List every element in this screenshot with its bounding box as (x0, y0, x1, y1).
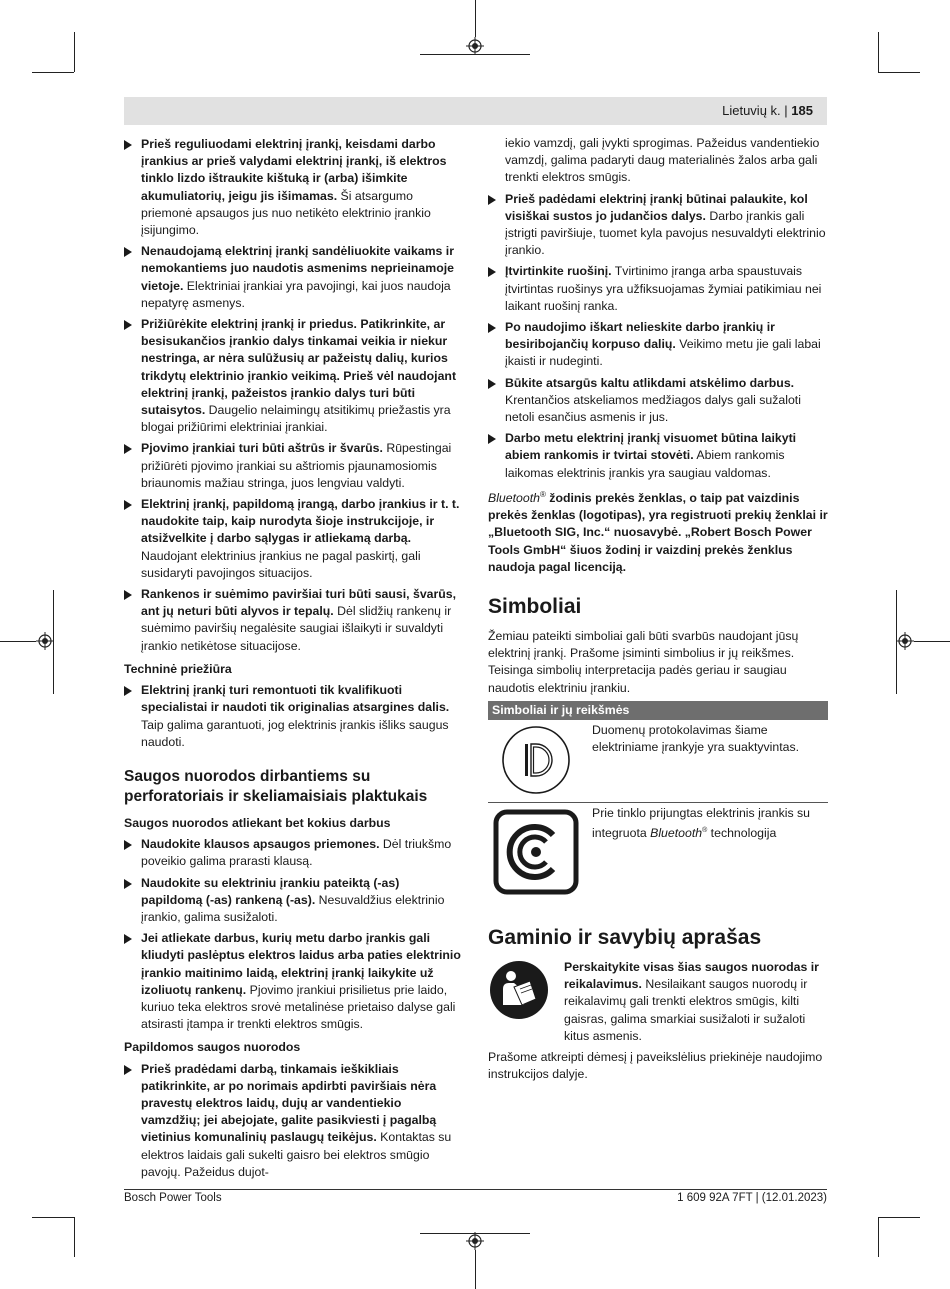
list-item (488, 263, 828, 315)
item-bold: Naudokite su elektriniu įrankiu pateiktą (-as) papildomą (-as) rankeną (-as). (141, 875, 400, 907)
connectivity-icon (488, 809, 584, 895)
section-subheading: Saugos nuorodos atliekant bet kokius darbus (124, 815, 391, 830)
item-bold: Pjovimo įrankiai turi būti aštrūs ir švarūs. (141, 441, 383, 456)
item-text: Rūpestingai prižiūrėti pjovimo įrankiai su aštriomis pjaunamosiomis briaunomis mažiau stringa, juos lengviau valdyti. (141, 441, 452, 490)
symbol-text-b: technologija (707, 826, 777, 841)
crop-mark (878, 1217, 879, 1257)
bullet-triangle-icon (124, 247, 132, 257)
crop-mark (878, 72, 920, 73)
item-text: Naudojant elektrinius įrankius ne pagal paskirtį, gali susidaryti pavojingos situacijos. (141, 548, 421, 580)
item-bold: Darbo metu elektrinį įrankį visuomet būtina laikyti abiem rankomis ir tvirtai stovėti. (505, 431, 797, 463)
crop-mark (878, 1217, 920, 1218)
read-manual-text (564, 959, 828, 1045)
list-item (124, 682, 462, 751)
item-text: Elektriniai įrankiai yra pavojingi, kai juos naudoja nepatyrę asmenys. (141, 278, 451, 310)
list-item (124, 136, 462, 239)
item-text: Dėl slidžių rankenų ir suėmimo paviršių negalėsite saugiai išlaikyti ir suvaldyti įrankio netikėtose situacijose. (141, 604, 452, 653)
symbol-text-a: Prie tinklo prijungtas elektrinis įrankis su integruota (592, 805, 811, 841)
page-header (124, 97, 827, 125)
figures-note: Prašome atkreipti dėmesį į paveikslėlius priekinėje naudojimo instrukcijos dalyje. (488, 1050, 823, 1082)
item-text: Krentančios atskeliamos medžiagos dalys gali sužaloti netoli esančius asmenis ir jus. (505, 392, 801, 425)
item-text: Abiem rankomis laikomas elektrinis įrankis yra saugiau valdomas. (505, 448, 785, 480)
item-text: Nesuvaldžius elektrinio įrankio, galima susižaloti. (141, 892, 445, 924)
bullet-triangle-icon (488, 267, 496, 277)
bluetooth-italic: Bluetooth (650, 826, 703, 841)
footer-brand: Bosch Power Tools (124, 1192, 222, 1204)
bullet-triangle-icon (124, 444, 132, 454)
crop-mark (0, 641, 36, 642)
section-subheading: Papildomos saugos nuorodos (124, 1040, 301, 1055)
symbols-table-header: Simboliai ir jų reikšmės (488, 701, 828, 720)
crop-mark (53, 590, 54, 694)
item-bold: Prieš reguliuodami elektrinį įrankį, keisdami darbo įrankius ar prieš valydami elektrinį įrankį, iš elektros tinklo lizdo ištraukite kištuką ir (arba) išimkite akumuliatorių, jeigu jis išimamas. (141, 137, 447, 203)
item-text: Pjovimo įrankiui prisilietus prie laido, kuriuo teka elektros srovė metalinėse prietaiso dalyse gali atsirasti įtampa ir trenkti elektros smūgis. (141, 982, 456, 1032)
symbols-intro: Žemiau pateikti simboliai gali būti svarbūs naudojant jūsų elektrinį įrankį. Prašome įsiminti simbolius ir jų reikšmes. Teisinga simbolių interpretacija padės geriau ir saugiau naudotis elektriniu įrankiu. (488, 628, 799, 695)
item-bold: Elektrinį įrankį, papildomą įrangą, darbo įrankius ir t. t. naudokite taip, kaip nurodyta šioje instrukcijoje, ir atsižvelkite į darbo sąlygas ir atliekamą darbą. (141, 497, 460, 546)
item-text: Tvirtinimo įranga arba spaustuvais įtvirtintas ruošinys yra užfiksuojamas žymiai patikimiau nei laikant ruošinį ranka. (505, 264, 822, 313)
item-bold: Naudokite klausos apsaugos priemones. (141, 837, 380, 852)
item-text: Daugelio nelaimingų atsitikimų priežastis yra blogai prižiūrimi elektriniai įrankiai. (141, 403, 451, 435)
item-text: Ši atsargumo priemonė apsaugos jus nuo netikėto elektrinio įrankio įsijungimo. (141, 188, 431, 238)
item-text: Dėl triukšmo poveikio galima prarasti klausą. (141, 837, 452, 869)
bullet-triangle-icon (488, 195, 496, 205)
crop-mark (896, 590, 897, 694)
list-item (124, 316, 462, 436)
crop-mark (32, 1217, 74, 1218)
crop-mark (420, 54, 530, 55)
crop-mark (74, 1217, 75, 1257)
item-bold: Prieš pradėdami darbą, tinkamais ieškikliais patikrinkite, ar po norimais apdirbti paviršiais nėra pravestų elektros laidų, dujų ar vandentiekio vamzdžių; jei abejojate, galite pasikviesti į pagalbą vietinius komunalinių paslaugų teikėjus. (141, 1061, 437, 1145)
bullet-triangle-icon (488, 323, 496, 333)
item-bold: Prižiūrėkite elektrinį įrankį ir priedus. Patikrinkite, ar besisukančios įrankio dalys tinkamai veikia ir niekur nestringa, ar nėra sulūžusių ar pažeistų dalių, kurios trikdytų elektrinio įrankio veikimą. Prieš vėl naudojant elektrinį įrankį, pažeistos įrankio dalys turi būti sutaisytos. (141, 317, 457, 418)
page-number: 185 (791, 103, 813, 118)
bullet-triangle-icon (124, 320, 132, 330)
item-text: Kontaktas su elektros laidais gali sukelti gaisro bei elektros smūgio pavojų. Pažeidus dujot- (141, 1130, 452, 1179)
header-separator: | (784, 103, 788, 118)
symbol-row (488, 803, 828, 907)
list-item (124, 875, 462, 927)
bullet-triangle-icon (124, 140, 132, 150)
left-column (124, 136, 462, 1185)
registered-mark: ® (539, 489, 546, 499)
crop-mark (475, 1250, 476, 1289)
item-bold: Elektrinį įrankį turi remontuoti tik kvalifikuoti specialistai ir naudoti tik originalias atsargines dalis. (141, 683, 450, 715)
warning-bold: Perskaitykite visas šias saugos nuorodas ir reikalavimus. (564, 959, 819, 992)
symbol-description: Duomenų protokolavimas šiame elektriniame įrankyje yra suaktyvintas. (592, 722, 800, 755)
header-language: Lietuvių k. (722, 103, 781, 118)
symbol-description (592, 803, 828, 843)
bullet-triangle-icon (124, 879, 132, 889)
list-item (488, 430, 828, 482)
item-bold: Prieš padėdami elektrinį įrankį būtinai palaukite, kol visiškai sustos jo judančios dalys. (505, 191, 808, 223)
bullet-triangle-icon (124, 840, 132, 850)
section-subheading: Techninė priežiūra (124, 661, 232, 676)
bullet-triangle-icon (124, 934, 132, 944)
list-item (124, 243, 462, 312)
right-column (488, 135, 828, 1087)
item-bold: Jei atliekate darbus, kurių metu darbo įrankis gali kliudyti paslėptus elektros laidus arba paties elektrinio įrankio maitinimo laidą, elektrinį įrankį laikykite už izoliuotų rankenų. (141, 931, 461, 997)
item-text: Darbo įrankis gali įstrigti paviršiuje, tuomet kyla pavojus nesuvaldyti elektrinio įrankio. (505, 208, 826, 258)
item-bold: Nenaudojamą elektrinį įrankį sandėliuokite vaikams ir nemokantiems juo naudotis asmenims neprieinamoje vietoje. (141, 244, 455, 293)
list-item (124, 440, 462, 492)
crop-mark (420, 1233, 530, 1234)
list-item (488, 375, 828, 427)
symbol-row (488, 720, 828, 803)
section-heading: Saugos nuorodos dirbantiems su perforatoriais ir skeliamaisiais plaktukais (124, 767, 428, 805)
list-item (124, 1061, 462, 1181)
data-logging-icon (488, 724, 584, 796)
item-bold: Būkite atsargūs kaltu atlikdami atskėlimo darbus. (505, 375, 795, 390)
warning-text: Nesilaikant saugos nuorodų ir reikalavimų gali trenkti elektros smūgis, kilti gaisras, galima smarkiai susižaloti ir sužaloti kitus asmenis. (564, 977, 808, 1043)
item-text: Veikimo metu jie gali labai įkaisti ir nudeginti. (505, 337, 821, 369)
list-item (488, 319, 828, 371)
item-bold: Po naudojimo iškart nelieskite darbo įrankių ir besiribojančių korpuso dalių. (505, 320, 775, 352)
crop-mark (914, 641, 950, 642)
bullet-triangle-icon (488, 379, 496, 389)
list-item (488, 191, 828, 260)
item-bold: Įtvirtinkite ruošinį. (505, 264, 612, 279)
registration-mark-icon (466, 37, 484, 55)
crop-mark (878, 32, 879, 72)
registration-mark-icon (36, 632, 54, 650)
registration-mark-icon (896, 632, 914, 650)
read-manual-icon (490, 961, 548, 1019)
footer-doc-number: 1 609 92A 7FT | (12.01.2023) (677, 1192, 827, 1204)
read-manual-block (488, 959, 828, 1045)
list-item (124, 836, 462, 870)
header-section (722, 103, 813, 118)
bluetooth-italic: Bluetooth (488, 490, 540, 505)
registration-mark-icon (466, 1232, 484, 1250)
list-item (124, 496, 462, 582)
trademark-text: žodinis prekės ženklas, o taip pat vaizdinis prekės ženklas (logotipas), yra registruoti prekių ženklai ir „Bluetooth SIG, Inc.“ nuosavybė. „Robert Bosch Power Tools GmbH“ šiuos žodinį ir vaizdinį prekės ženklus naudoja pagal licenciją. (488, 490, 828, 574)
registered-mark: ® (702, 827, 708, 835)
bullet-triangle-icon (124, 1065, 132, 1075)
crop-mark (475, 0, 476, 37)
item-bold: Rankenos ir suėmimo paviršiai turi būti sausi, švarūs, ant jų neturi būti alyvos ir tepalų. (141, 587, 457, 619)
bullet-triangle-icon (124, 500, 132, 510)
crop-mark (74, 32, 75, 72)
symbols-title: Simboliai (488, 594, 582, 618)
bullet-triangle-icon (124, 590, 132, 600)
product-title: Gaminio ir savybių aprašas (488, 925, 762, 949)
crop-mark (32, 72, 74, 73)
bullet-triangle-icon (488, 434, 496, 444)
list-item (124, 586, 462, 655)
bullet-triangle-icon (124, 686, 132, 696)
continuation-text: iekio vamzdį, gali įvykti sprogimas. Pažeidus vandentiekio vamzdį, galima padaryti daug materialinės žalos arba gali trenkti elektros smūgis. (505, 136, 820, 185)
trademark-notice (488, 486, 828, 576)
footer-divider (124, 1189, 827, 1190)
list-item (124, 930, 462, 1033)
item-text: Taip galima garantuoti, jog elektrinis įrankis išliks saugus naudoti. (141, 717, 449, 749)
